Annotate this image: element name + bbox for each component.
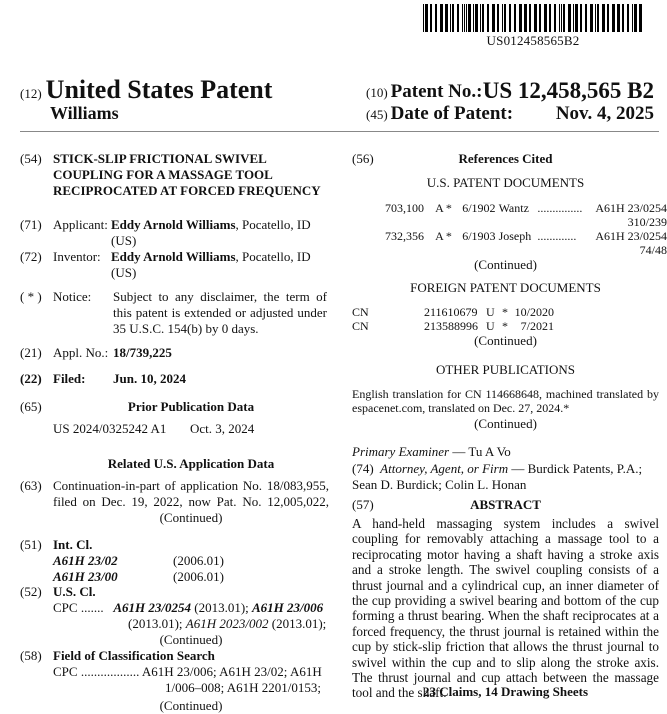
barcode-bar [549, 4, 551, 32]
related-continued: (Continued) [53, 510, 329, 526]
us-patent-documents-table [385, 201, 667, 257]
barcode-bar [585, 4, 587, 32]
barcode-bar [440, 4, 443, 32]
barcode-bar [597, 4, 599, 32]
barcode-bar [561, 4, 562, 32]
barcode-bar [580, 4, 582, 32]
barcode-bar [617, 4, 620, 32]
applicant-value: Eddy Arnold Williams, Pocatello, ID (US) [111, 217, 331, 249]
int-cl-code: A61H 23/00 [53, 569, 118, 585]
barcode-bar [462, 4, 463, 32]
us-cl-line-1: CPC ....... A61H 23/0254 (2013.01); A61H 23/006 [53, 600, 323, 616]
barcode-bar [568, 4, 571, 32]
barcode-bar [480, 4, 481, 32]
primary-examiner: Primary Examiner — Tu A Vo [352, 444, 659, 460]
barcode-bar [457, 4, 459, 32]
table-row: CN 213588996 U * 7/2021 [352, 319, 554, 333]
barcode-bar [563, 4, 565, 32]
barcode-bar [534, 4, 537, 32]
barcode-bar [504, 4, 506, 32]
title-text: United States Patent [46, 75, 273, 104]
barcode-bar [487, 4, 489, 32]
patent-number: US 12,458,565 B2 [483, 78, 654, 104]
barcode-number: US012458565B2 [423, 33, 643, 49]
barcode-bar [452, 4, 454, 32]
us-patent-documents-heading: U.S. PATENT DOCUMENTS [352, 175, 659, 191]
barcode-bar [473, 4, 474, 32]
other-publications-continued: (Continued) [352, 416, 659, 432]
barcode-bar [445, 4, 448, 32]
barcode-bar [627, 4, 629, 32]
attorney: (74) Attorney, Agent, or Firm — Burdick Patents, P.A.; Sean D. Burdick; Colin L. Honan [352, 461, 659, 493]
abstract-text: A hand-held massaging system includes a swivel coupling for removably attaching a massage tool to a reciprocating motor having a shaft having a stroke axis and a stroke length. The swivel coupling consists of a thrust journal and a cylindrical cup, an inner diameter of the cup providing a swivel bearing and bottom of the cup forming a thrust bearing. When the shaft reciprocates at a forced frequency, the thrust journal is retained within the cup by stick-slip friction that allows the thrust journal to swivel within the cup and to slip along the stroke axis. The thrust journal and cup attach between the massage tool and the shaft. [352, 516, 659, 701]
references-cited-heading: References Cited [352, 151, 659, 167]
barcode-bar [450, 4, 451, 32]
prior-publication-heading: Prior Publication Data [53, 399, 329, 415]
table-row: CN 211610679 U * 10/2020 [352, 305, 554, 319]
invention-title: STICK-SLIP FRICTIONAL SWIVEL COUPLING FOR A MASSAGE TOOL RECIPROCATED AT FORCED FREQUENCY [53, 151, 343, 199]
barcode-bar [575, 4, 578, 32]
barcode-bar [502, 4, 503, 32]
barcode-bar [602, 4, 605, 32]
field-line-1: CPC .................. A61H 23/006; A61H 23/02; A61H [53, 664, 322, 680]
barcode [423, 4, 643, 32]
other-publications-text: English translation for CN 114668648, machined translated by espacenet.com, translated on Dec. 27, 2024.* [352, 387, 659, 415]
barcode-bar [573, 4, 574, 32]
document-title [20, 75, 272, 105]
prior-publication-date: Oct. 3, 2024 [190, 421, 254, 437]
patent-number-label: (10) Patent No.: [366, 81, 482, 103]
date-of-patent: Nov. 4, 2025 [556, 103, 654, 125]
related-application-text: Continuation-in-part of application No. 18/083,955, filed on Dec. 19, 2022, now Pat. No. 12,005,022, [53, 478, 329, 510]
claims-summary: 23 Claims, 14 Drawing Sheets [352, 684, 659, 700]
barcode-bar [622, 4, 624, 32]
filed-date: Jun. 10, 2024 [113, 371, 186, 387]
other-publications-heading: OTHER PUBLICATIONS [352, 362, 659, 378]
related-application-heading: Related U.S. Application Data [53, 456, 329, 472]
field-line-2: 1/006–008; A61H 2201/0153; [165, 680, 321, 696]
barcode-bar [590, 4, 593, 32]
barcode-bar [632, 4, 633, 32]
table-row: 703,100 A * 6/1902 Wantz ............... A61H 23/0254 310/239 [385, 201, 667, 229]
table-row: 732,356 A * 6/1903 Joseph ............. A61H 23/0254 74/48 [385, 229, 667, 257]
prior-publication-number: US 2024/0325242 A1 [53, 421, 166, 437]
barcode-bar [492, 4, 495, 32]
barcode-bar [464, 4, 465, 32]
barcode-bar [559, 4, 560, 32]
int-cl-version: (2006.01) [173, 569, 224, 585]
barcode-bar [509, 4, 511, 32]
foreign-patent-documents-table [352, 305, 554, 333]
foreign-patent-documents-heading: FOREIGN PATENT DOCUMENTS [352, 280, 659, 296]
barcode-bar [519, 4, 522, 32]
barcode-bar [482, 4, 484, 32]
header-divider [20, 131, 659, 132]
us-docs-continued: (Continued) [352, 257, 659, 273]
barcode-bar [514, 4, 516, 32]
int-cl-code: A61H 23/02 [53, 553, 118, 569]
kind-code-number: (12) [20, 86, 42, 101]
us-cl-line-2: (2013.01); A61H 2023/002 (2013.01); [128, 616, 326, 632]
barcode-bar [524, 4, 527, 32]
foreign-docs-continued: (Continued) [352, 333, 659, 349]
us-cl-continued: (Continued) [53, 632, 329, 648]
barcode-bar [529, 4, 531, 32]
int-cl-version: (2006.01) [173, 553, 224, 569]
barcode-bar [595, 4, 596, 32]
barcode-bar [634, 4, 637, 32]
inventor-surname: Williams [50, 103, 119, 124]
barcode-bar [430, 4, 432, 32]
barcode-bar [544, 4, 547, 32]
barcode-bar [539, 4, 541, 32]
abstract-heading: ABSTRACT [352, 497, 659, 513]
notice-text: Subject to any disclaimer, the term of this patent is extended or adjusted under 35 U.S.C. 154(b) by 0 days. [113, 289, 327, 337]
inventor-value: Eddy Arnold Williams, Pocatello, ID (US) [111, 249, 331, 281]
barcode-bar [554, 4, 556, 32]
barcode-bar [466, 4, 467, 32]
barcode-bar [612, 4, 615, 32]
barcode-bar [435, 4, 437, 32]
field-continued: (Continued) [53, 698, 329, 714]
application-number: 18/739,225 [113, 345, 172, 361]
barcode-bar [497, 4, 499, 32]
barcode-bar [639, 4, 642, 32]
barcode-bar [475, 4, 478, 32]
barcode-bar [423, 4, 424, 32]
date-of-patent-label: (45) Date of Patent: [366, 103, 513, 125]
barcode-bar [468, 4, 471, 32]
barcode-bar [425, 4, 428, 32]
barcode-bar [607, 4, 609, 32]
